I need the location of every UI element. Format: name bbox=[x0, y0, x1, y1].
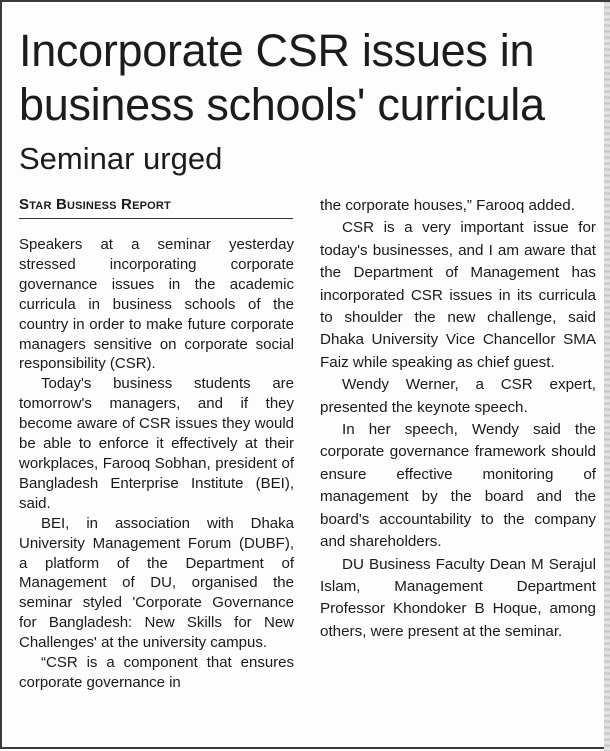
paragraph: the corporate houses,” Farooq added. bbox=[320, 197, 575, 214]
paragraph: DU Business Faculty Dean M Serajul Islam, Management Department Professor Khondoker B Hoque, among others, were present at the seminar. bbox=[320, 555, 596, 640]
headline bbox=[19, 24, 609, 132]
paragraph: “CSR is a component that ensures corporate governance in bbox=[19, 654, 294, 691]
byline: Star Business Report bbox=[19, 196, 293, 219]
right-column bbox=[320, 195, 596, 643]
paragraph: Today's business students are tomorrow's managers, and if they become aware of CSR issues they would be able to enforce it effectively at their workplaces, Farooq Sobhan, president of Bangladesh Enterprise Institute (BEI), said. bbox=[19, 375, 294, 512]
headline-line-1: Incorporate CSR issues in bbox=[19, 25, 535, 76]
paragraph: Wendy Werner, a CSR expert, presented the keynote speech. bbox=[320, 376, 596, 416]
paragraph: CSR is a very important issue for today's businesses, and I am aware that the Department of Management has incorporated CSR issues in its curricula to shoulder the new challenge, said Dhaka University Vice Chancellor SMA Faiz while speaking as chief guest. bbox=[320, 219, 596, 371]
paragraph: BEI, in association with Dhaka University Management Forum (DUBF), a platform of the Department of Management of DU, organised the seminar styled 'Corporate Governance for Bangladesh: New Skills for New Challenges' at the university campus. bbox=[19, 514, 294, 652]
paragraph: In her speech, Wendy said the corporate governance framework should ensure effective monitoring of management by the board and the board's accountability to the company and shareholders. bbox=[320, 421, 596, 551]
left-column bbox=[19, 235, 294, 693]
subheadline: Seminar urged bbox=[19, 141, 223, 176]
paragraph: Speakers at a seminar yesterday stressed incorporating corporate governance issues in the academic curricula in business schools of the country in order to make future corporate managers sensitive on corporate social responsibility (CSR). bbox=[19, 236, 294, 373]
headline-line-2: business schools' curricula bbox=[19, 79, 545, 130]
